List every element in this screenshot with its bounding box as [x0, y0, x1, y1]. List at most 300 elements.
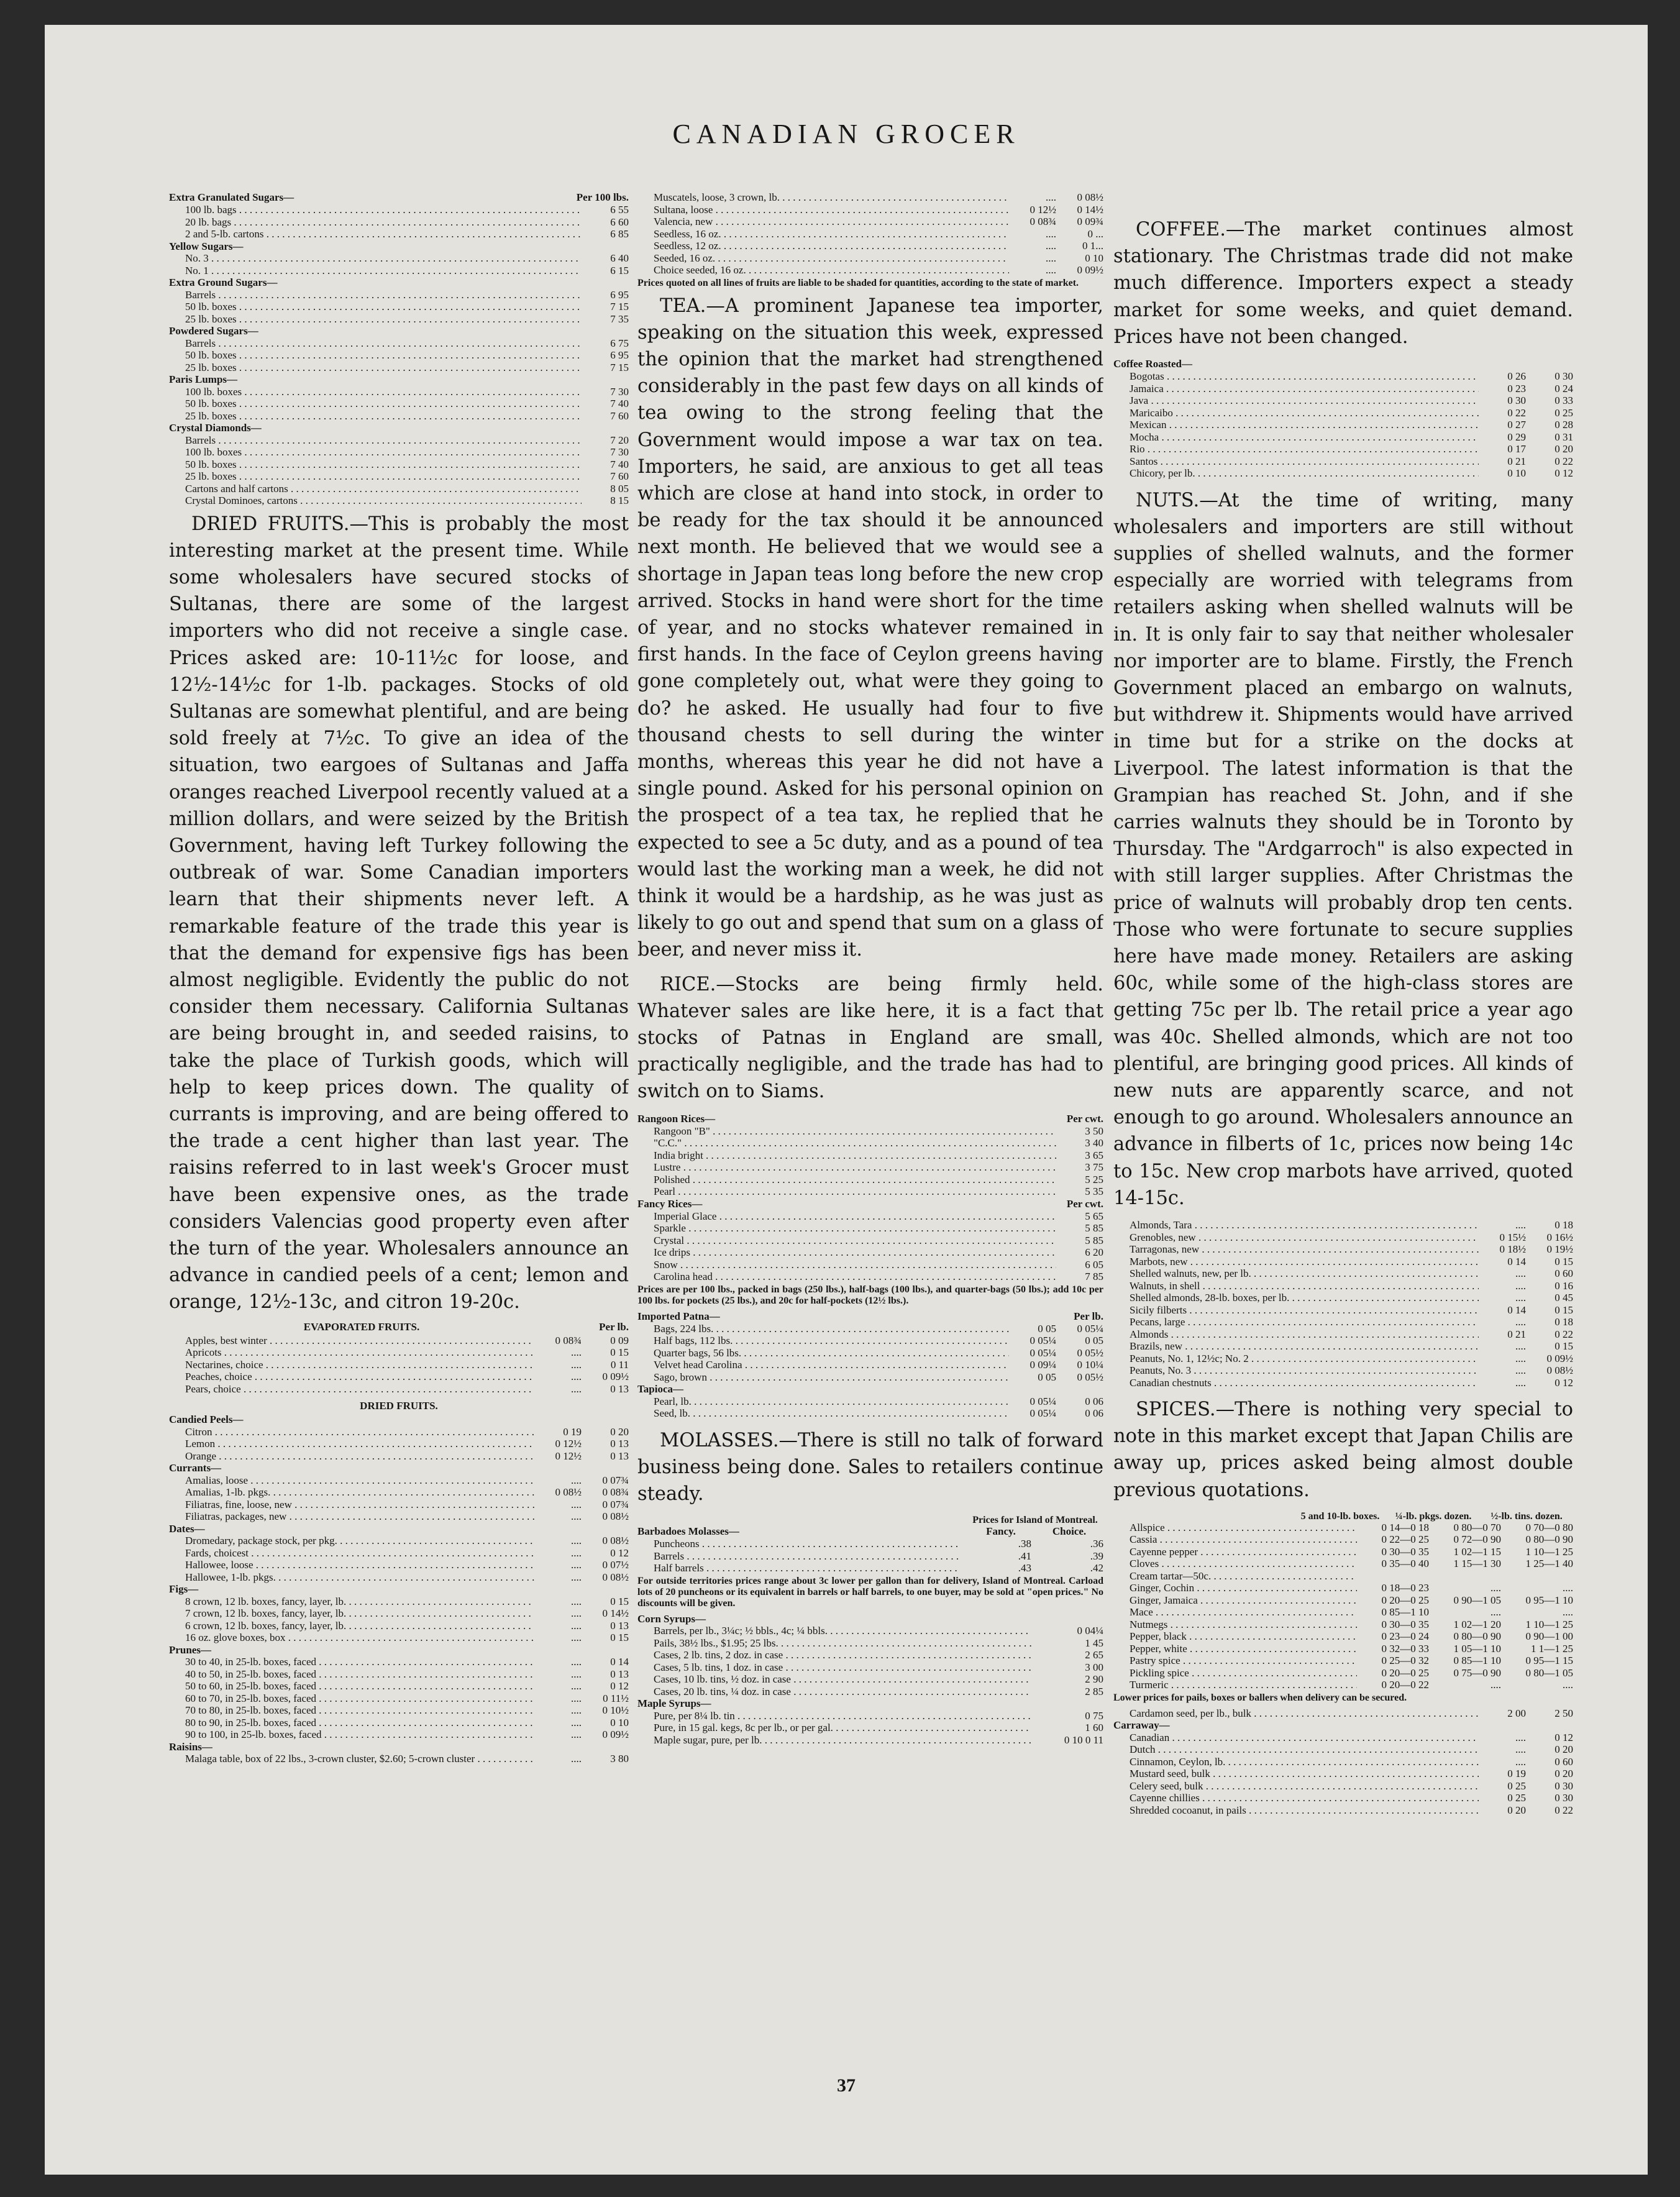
price-row-value: ....: [571, 1498, 582, 1510]
price-row-value: ....: [1046, 264, 1056, 276]
newspaper-page: [45, 25, 1648, 2175]
fancy-rice-unit: Per cwt.: [1066, 1197, 1103, 1210]
price-row-value: 2 00: [1507, 1707, 1526, 1719]
price-row: [169, 1523, 629, 1535]
price-row: [1113, 1533, 1573, 1546]
price-row-label: Bogotas . . .: [1113, 370, 1479, 383]
molasses-col-head: [637, 1515, 1103, 1525]
price-row-value: 0 12: [1554, 1731, 1573, 1743]
price-row-value: 8 05: [610, 482, 629, 495]
price-row-value: ....: [1515, 1279, 1526, 1292]
price-row: [169, 1741, 629, 1753]
molasses-header: [637, 1525, 1103, 1538]
price-row-value: 0 95—1 15: [1525, 1655, 1573, 1667]
price-row: [1113, 1364, 1573, 1377]
price-row-value: 0 95—1 10: [1525, 1594, 1573, 1606]
column-middle: [637, 191, 1103, 1746]
price-row: [637, 1371, 1103, 1384]
price-row-label: Dromedary, package stock, per pkg. . . .: [169, 1535, 534, 1547]
price-row: [169, 1753, 629, 1765]
sugars-header: [169, 191, 629, 204]
price-row-label: Cases, 5 lb. tins, 1 doz. in case . . .: [637, 1661, 1031, 1674]
price-row: [169, 495, 629, 507]
price-row-value: 0 05¼: [1029, 1346, 1056, 1359]
price-row-label: Crystal Diamonds—: [169, 422, 262, 434]
price-row-label: Nutmegs . . .: [1113, 1619, 1357, 1631]
price-row-value: ....: [571, 1607, 582, 1620]
price-row-label: 16 oz. glove boxes, box . . .: [169, 1632, 534, 1644]
price-row: [169, 1474, 629, 1487]
price-row-label: 50 lb. boxes . . .: [169, 349, 582, 362]
price-row: [637, 1395, 1103, 1408]
price-row-label: Maricaibo . . .: [1113, 407, 1479, 419]
price-row-value: 0 10: [1507, 467, 1526, 480]
price-row-value: 0 75: [1085, 1709, 1103, 1722]
price-row-value: 0 16½: [1546, 1231, 1573, 1243]
spices-h1: 5 and 10-lb. boxes.: [1300, 1510, 1380, 1522]
price-row-value: 6 95: [610, 288, 629, 301]
price-row-label: Cinnamon, Ceylon, lb. . . .: [1113, 1756, 1479, 1768]
price-row-value: ....: [1046, 191, 1056, 203]
evaporated-unit: Per lb.: [599, 1320, 629, 1333]
price-row-label: Cartons and half cartons . . .: [169, 483, 582, 495]
price-row: [169, 1620, 629, 1632]
price-row-value: ....: [1046, 252, 1056, 264]
price-row: [169, 1499, 629, 1511]
price-row-value: 1 25—1 40: [1525, 1558, 1573, 1570]
price-row-label: Figs—: [169, 1583, 199, 1596]
price-row-value: 7 30: [610, 385, 629, 398]
price-row-label: Grenobles, new . . .: [1113, 1231, 1479, 1244]
price-row-label: Marbots, new . . .: [1113, 1256, 1479, 1268]
price-row: [1113, 1768, 1573, 1780]
price-row-value: 3 75: [1085, 1161, 1103, 1174]
price-row-label: Pails, 38½ lbs., $1.95; 25 lbs. . . .: [637, 1637, 1031, 1650]
price-row: [1113, 1316, 1573, 1328]
sugars-unit: Per 100 lbs.: [576, 191, 629, 203]
price-row-label: Cases, 20 lb. tins, ¼ doz. in case . . .: [637, 1686, 1031, 1698]
price-row-value: 0 12½: [1029, 203, 1056, 216]
price-row: [1113, 1546, 1573, 1558]
price-row-value: 1 60: [1085, 1722, 1103, 1734]
price-row-label: Cases, 2 lb. tins, 2 doz. in case . . .: [637, 1649, 1031, 1661]
price-row-label: Malaga table, box of 22 lbs., 3-crown cluster, $2.60; 5-crown cluster . . .: [169, 1753, 534, 1765]
price-row-value: 0 32—0 33: [1381, 1642, 1429, 1655]
price-row-value: 0 90—1 00: [1525, 1630, 1573, 1643]
price-row: [169, 434, 629, 447]
price-row-value: 0 20—0 25: [1381, 1666, 1429, 1679]
price-row-label: Valencia, new . . .: [637, 216, 1009, 228]
price-row-value: 0 72—0 90: [1453, 1533, 1501, 1546]
price-row-value: 0 16: [1554, 1279, 1573, 1292]
price-row: [637, 1323, 1103, 1335]
price-row-value: 0 08½: [602, 1535, 629, 1547]
price-row-value: 0 07½: [602, 1559, 629, 1571]
price-row-value: 7 15: [610, 361, 629, 373]
price-row-value: 0 15: [1554, 1255, 1573, 1268]
price-row-value: ....: [571, 1559, 582, 1571]
price-row-label: Ginger, Jamaica . . .: [1113, 1594, 1357, 1607]
price-row: [637, 264, 1103, 276]
spices-h2: ¼-lb. pkgs. dozen.: [1395, 1510, 1472, 1522]
price-row: [637, 1649, 1103, 1661]
price-row-value: ....: [571, 1656, 582, 1668]
price-row-value: 0 18: [1554, 1316, 1573, 1328]
spices-h3: ½-lb. tins. dozen.: [1491, 1510, 1563, 1522]
price-row: [1113, 443, 1573, 455]
price-row-value: 7 85: [1085, 1271, 1103, 1283]
price-row-value: ....: [571, 1668, 582, 1680]
price-row-value: 0 07¾: [602, 1474, 629, 1486]
price-row-label: Pears, choice . . .: [169, 1383, 534, 1395]
price-row-value: 0 27: [1507, 419, 1526, 431]
price-row-label: Rangoon "B" . . .: [637, 1125, 1056, 1138]
price-row-value: 0 11: [610, 1358, 629, 1371]
price-row-label: Amalias, loose . . .: [169, 1474, 534, 1487]
price-row-label: Pearl . . .: [637, 1185, 1056, 1198]
price-row-label: Currants—: [169, 1462, 222, 1474]
price-row-label: Mustard seed, bulk . . .: [1113, 1768, 1479, 1780]
price-row: [169, 1571, 629, 1584]
price-row-label: Pure, in 15 gal. kegs, 8c per lb., or per gal. . . .: [637, 1722, 1031, 1734]
price-row-label: Paris Lumps—: [169, 373, 238, 385]
price-row-value: 0 15: [610, 1346, 629, 1359]
price-row-value: ....: [571, 1632, 582, 1644]
price-row-value: ....: [1515, 1364, 1526, 1376]
page-number: 37: [837, 2075, 856, 2096]
price-row-value: 0 30: [1554, 370, 1573, 383]
price-row-value: 0 19: [563, 1425, 582, 1438]
price-row-label: Barrels . . .: [169, 337, 582, 350]
price-row-value: 2 85: [1085, 1685, 1103, 1697]
price-row-value: 0 21: [1507, 455, 1526, 467]
price-row-value: 0 60: [1554, 1755, 1573, 1768]
price-row: [169, 422, 629, 434]
price-row-value: 7 15: [610, 301, 629, 313]
price-row: [1113, 1558, 1573, 1570]
price-row-value: 0 30—0 35: [1381, 1545, 1429, 1558]
price-row-value: 0 17: [1507, 443, 1526, 455]
sugars-title: Extra Granulated Sugars—: [169, 191, 294, 203]
price-row: [1113, 1804, 1573, 1817]
price-row: [637, 1710, 1103, 1722]
price-row-value: 3 00: [1085, 1661, 1103, 1673]
price-row-value: ....: [571, 1729, 582, 1741]
price-row: [1113, 455, 1573, 468]
price-row-label: Peanuts, No. 1, 12½c; No. 2 . . .: [1113, 1353, 1479, 1365]
price-row-label: 30 to 40, in 25-lb. boxes, faced . . .: [169, 1656, 534, 1668]
price-row-value: .39: [1090, 1550, 1103, 1562]
price-row-value: 0 10½: [602, 1704, 629, 1717]
price-row-value: 0 20—0 25: [1381, 1594, 1429, 1606]
price-row: [169, 1656, 629, 1668]
price-row-value: 0 25: [1507, 1792, 1526, 1804]
price-row-value: 2 65: [1085, 1649, 1103, 1661]
price-row: [637, 1335, 1103, 1347]
price-row-value: 0 13: [610, 1450, 629, 1462]
price-row-value: ....: [571, 1595, 582, 1607]
price-row-value: ....: [1491, 1606, 1501, 1619]
price-row-label: Ice drips . . .: [637, 1246, 1056, 1259]
price-row-label: Tarragonas, new . . .: [1113, 1243, 1479, 1256]
price-row-value: 0 05: [1038, 1322, 1056, 1335]
price-row-value: 0 80—0 90: [1525, 1533, 1573, 1546]
price-row-label: Pepper, black . . .: [1113, 1630, 1357, 1643]
price-row-label: Barrels, per lb., 3¼c; ½ bbls., 4c; ¼ bbls. . . .: [637, 1625, 1031, 1637]
price-row: [637, 1734, 1103, 1747]
price-row: [169, 240, 629, 253]
evaporated-title: EVAPORATED FRUITS.: [303, 1320, 420, 1333]
price-row-value: 7 40: [610, 398, 629, 409]
patna-unit: Per lb.: [1074, 1310, 1103, 1322]
price-row: [169, 373, 629, 386]
price-row-label: Tapioca—: [637, 1383, 684, 1395]
price-row-value: 0 80—0 90: [1453, 1630, 1501, 1643]
price-row-label: Puncheons . . .: [637, 1538, 959, 1550]
price-row: [637, 1210, 1103, 1223]
nuts-article: NUTS.—At the time of writing, many wholesalers and importers are still without supplies of shelled walnuts, and the former especially are worried with telegrams from retailers asking when shelled walnuts will be in. It is only fair to say that neither wholesaler nor importer are to blame. Firstly, the French Government placed an embargo on walnuts, but withdrew it. Shipments would have arrived in time but for a strike on the docks at Liverpool. The latest information is that the Grampian has reached St. John, and if she carries walnuts they should be in Toronto by Thursday. The "Ardgarroch" is also expected in with still larger supplies. After Christmas the price of walnuts will probably drop ten cents. Those who were fortunate to secure supplies here have made money. Retailers are asking 60c, while some of the high-class stores are getting 75c per lb. The retail price a year ago was 40c. Shelled almonds, which are not too plentiful, are bringing good prices. All kinds of new nuts are apparently scarce, and not enough to go around. Wholesalers announce an advance in filberts of 1c, prices now being 14c to 15c. New crop marbots have arrived, quoted 14-15c.: [1113, 489, 1573, 1209]
dried-fruits-article: DRIED FRUITS.—This is probably the most interesting market at the present time. While some wholesalers have secured stocks of Sultanas, there are some of the largest importers who did not receive a single case. Prices asked are: 10-11½c for loose, and 12½-14½c for 1-lb. packages. Stocks of old Sultanas are somewhat plentiful, and are being sold freely at 7½c. To give an idea of the situation, two eargoes of Sultanas and Jaffa oranges reached Liverpool recently valued at a million dollars, and were seized by the British Government, having left Turkey following the outbreak of war. Some Canadian importers learn that their shipments never left. A remarkable feature of the trade this year is that the demand for expensive figs has been almost negligible. Evidently the public do not consider them necessary. California Sultanas are being brought in, and seeded raisins, to take the place of Turkish goods, which will help to keep prices down. The quality of currants is improving, and are being offered to the trade a cent higher than last year. The raisins referred to in last week's Grocer must have been expensive ones, as the trade considers Valencias good property even after the turn of the year. Wholesalers announce an advance in candied peels of a cent; lemon and orange, 12½-13c, and citron 19-20c.: [169, 513, 629, 1313]
price-row-value: 0 10: [1085, 252, 1103, 264]
price-row-label: Carolina head . . .: [637, 1271, 1056, 1283]
coffee-header: [1113, 358, 1573, 370]
price-row: [1113, 1679, 1573, 1691]
price-row-value: 0 18: [1554, 1219, 1573, 1231]
price-row-label: Candied Peels—: [169, 1414, 244, 1426]
price-row-value: 0 11½: [603, 1692, 629, 1704]
price-row-value: 0 80—0 70: [1453, 1521, 1501, 1533]
price-row-value: 1 45: [1085, 1637, 1103, 1649]
price-row-value: ....: [571, 1680, 582, 1692]
price-row-value: 0 20: [1554, 1768, 1573, 1780]
price-row: [1113, 407, 1573, 419]
price-row-value: ....: [571, 1571, 582, 1583]
price-row-label: Seed, lb. . . .: [637, 1407, 1009, 1420]
molasses-h2: Choice.: [1052, 1525, 1087, 1538]
price-row-label: Half bags, 112 lbs. . . .: [637, 1335, 1009, 1347]
price-row-value: 0 29: [1507, 431, 1526, 443]
price-row-label: 7 crown, 12 lb. boxes, fancy, layer, lb. . . .: [169, 1607, 534, 1620]
price-row-value: ....: [1563, 1582, 1573, 1594]
price-row: [637, 1407, 1103, 1420]
price-row-value: 0 25: [1554, 406, 1573, 419]
price-row-value: 6 60: [610, 216, 629, 228]
price-row: [169, 337, 629, 350]
price-row: [637, 1673, 1103, 1686]
price-row-value: ....: [571, 1692, 582, 1704]
price-row-value: 0 10 0 11: [1064, 1733, 1103, 1746]
price-row-value: 0 20: [610, 1425, 629, 1438]
price-row-value: 0 19: [1507, 1768, 1526, 1780]
molasses-title: Barbadoes Molasses—: [637, 1525, 739, 1538]
price-row-value: 0 24: [1554, 382, 1573, 395]
price-row-value: 0 15: [1554, 1340, 1573, 1352]
price-row-value: 3 65: [1085, 1149, 1103, 1161]
price-row-value: 0 14: [1507, 1255, 1526, 1268]
price-row-label: Dutch . . .: [1113, 1743, 1479, 1756]
price-row-value: 2 50: [1554, 1707, 1573, 1719]
coffee-article: COFFEE.—The market continues almost stationary. The Christmas trade did not make much difference. Importers expect a steady market for some weeks, and quiet demand. Prices have not been changed.: [1113, 219, 1573, 348]
price-row: [169, 1359, 629, 1371]
price-row: [169, 1547, 629, 1560]
price-row-value: 0 14½: [1077, 203, 1103, 216]
price-row-value: 1 02—1 15: [1453, 1545, 1501, 1558]
price-row-label: Pastry spice . . .: [1113, 1655, 1357, 1667]
price-row: [169, 1383, 629, 1395]
price-row-label: Crystal . . .: [637, 1235, 1056, 1247]
price-row-label: 50 lb. boxes . . .: [169, 398, 582, 410]
price-row: [169, 1644, 629, 1656]
price-row-value: 6 75: [610, 337, 629, 349]
price-row-label: Canadian chestnuts . . .: [1113, 1377, 1479, 1389]
price-row: [1113, 395, 1573, 407]
price-row: [169, 325, 629, 337]
price-row-value: 0 09¾: [1077, 216, 1103, 227]
price-row: [637, 1661, 1103, 1674]
price-row-value: 0 35—0 40: [1381, 1558, 1429, 1570]
price-row-label: Celery seed, bulk . . .: [1113, 1780, 1479, 1793]
sugars-table: [169, 204, 629, 507]
price-row: [169, 276, 629, 289]
price-row-label: Almonds . . .: [1113, 1328, 1479, 1341]
price-row-label: "C.C." . . .: [637, 1137, 1056, 1149]
price-row-value: 0 09½: [602, 1729, 629, 1741]
price-row-label: Cloves . . .: [1113, 1558, 1357, 1570]
price-row-label: Powdered Sugars—: [169, 325, 258, 337]
column-right: [1113, 191, 1573, 1816]
price-row: [169, 1371, 629, 1383]
price-row-label: 6 crown, 12 lb. boxes, fancy, layer, lb. . . .: [169, 1620, 534, 1632]
price-row-label: Seedless, 16 oz. . . .: [637, 228, 1009, 240]
price-row-label: Hallowee, loose . . .: [169, 1559, 534, 1571]
price-row-label: 25 lb. boxes . . .: [169, 410, 582, 422]
price-row-value: ....: [1563, 1606, 1573, 1619]
price-row-value: 0 ...: [1087, 227, 1103, 240]
spices-article: SPICES.—There is nothing very special to note in this market except that Japan Chilis are away up, prices asked being almost double previous quotations.: [1113, 1399, 1573, 1501]
price-row-label: Orange . . .: [169, 1450, 534, 1463]
price-row: [1113, 1707, 1573, 1720]
masthead-title: CANADIAN GROCER: [672, 119, 1020, 149]
dried-fruits-table-header: [169, 1400, 629, 1412]
price-row: [637, 1125, 1103, 1138]
price-row: [637, 228, 1103, 240]
price-row-value: ....: [1515, 1340, 1526, 1352]
price-row-label: Barrels . . .: [637, 1550, 959, 1563]
price-row-label: Cayenne pepper . . .: [1113, 1546, 1357, 1558]
price-row: [169, 1462, 629, 1474]
evaporated-table: [169, 1335, 629, 1395]
price-row: [1113, 370, 1573, 383]
price-row-value: ....: [571, 1535, 582, 1547]
price-row-label: No. 1 . . .: [169, 265, 582, 277]
price-row: [1113, 1243, 1573, 1256]
spices-table: [1113, 1522, 1573, 1691]
price-row-value: 0 09½: [1077, 264, 1103, 276]
evaporated-header: [169, 1321, 629, 1333]
price-row: [1113, 1655, 1573, 1667]
price-row-value: 0 08¾: [602, 1486, 629, 1499]
raisins-note: Prices quoted on all lines of fruits are liable to be shaded for quantities, according to the state of market.: [637, 277, 1079, 288]
price-row-value: 0 14: [610, 1656, 629, 1668]
price-row-label: 50 lb. boxes . . .: [169, 301, 582, 313]
price-row-value: 0 09¼: [1029, 1359, 1056, 1371]
price-row-label: Maple Syrups—: [637, 1697, 711, 1710]
price-row: [1113, 1780, 1573, 1793]
price-row-value: 0 1...: [1082, 240, 1103, 252]
price-row-value: 0 05¼: [1029, 1335, 1056, 1347]
price-row-label: Corn Syrups—: [637, 1612, 706, 1625]
price-row-label: Peanuts, No. 3 . . .: [1113, 1364, 1479, 1377]
price-row-label: Yellow Sugars—: [169, 240, 244, 252]
price-row-value: 0 20—0 22: [1381, 1679, 1429, 1691]
price-row-label: Dates—: [169, 1522, 205, 1535]
price-row-value: ....: [1491, 1582, 1501, 1594]
price-row: [1113, 1292, 1573, 1304]
price-row-label: Peaches, choice . . .: [169, 1371, 534, 1383]
price-row-label: Santos . . .: [1113, 455, 1479, 468]
price-row: [169, 1704, 629, 1717]
price-row: [169, 1426, 629, 1438]
price-row-label: Cases, 10 lb. tins, ½ doz. in case . . .: [637, 1673, 1031, 1686]
price-row: [1113, 1377, 1573, 1389]
price-row: [637, 204, 1103, 216]
fancy-rice-header: [637, 1198, 1103, 1210]
price-row-label: India bright . . .: [637, 1149, 1056, 1162]
price-row: [169, 1692, 629, 1705]
price-row-value: ....: [1515, 1352, 1526, 1364]
price-row-value: 1 10—1 25: [1525, 1545, 1573, 1558]
price-row: [637, 1137, 1103, 1149]
price-row: [169, 1729, 629, 1741]
price-row-value: 0 09½: [602, 1371, 629, 1383]
price-row: [169, 1632, 629, 1644]
price-row-value: 7 40: [610, 458, 629, 470]
price-row-value: 0 09: [610, 1334, 629, 1346]
price-row: [1113, 1667, 1573, 1679]
price-row-value: ....: [571, 1619, 582, 1632]
price-row: [1113, 1619, 1573, 1631]
price-row-value: 0 30: [1554, 1792, 1573, 1804]
price-row: [637, 1383, 1103, 1395]
price-row-value: 0 19½: [1546, 1243, 1573, 1255]
price-row-label: Shelled walnuts, new, per lb. . . .: [1113, 1268, 1479, 1280]
price-row: [1113, 1231, 1573, 1244]
price-row-value: ....: [1515, 1316, 1526, 1328]
price-row-value: 0 06: [1085, 1395, 1103, 1407]
price-row-label: Chicory, per lb. . . .: [1113, 467, 1479, 480]
price-row-value: 7 35: [610, 313, 629, 325]
spices-note: Lower prices for pails, boxes or ballers when delivery can be secured.: [1113, 1692, 1407, 1703]
price-row: [637, 1538, 1103, 1550]
price-row: [637, 1625, 1103, 1637]
price-row-value: 6 20: [1085, 1246, 1103, 1259]
price-row-label: Filiatras, fine, loose, new . . .: [169, 1499, 534, 1511]
price-row-value: 0 23—0 24: [1381, 1630, 1429, 1643]
price-row-label: Cassia . . .: [1113, 1533, 1357, 1546]
price-row: [637, 1359, 1103, 1371]
price-row: [169, 1346, 629, 1359]
price-row-label: Pure, per 8¼ lb. tin . . .: [637, 1710, 1031, 1722]
price-row: [637, 1235, 1103, 1247]
molasses-article: MOLASSES.—There is still no talk of forward business being done. Sales to retailers continue steady.: [637, 1429, 1103, 1505]
price-row-value: ....: [571, 1346, 582, 1359]
price-row-value: 0 15: [610, 1595, 629, 1607]
price-row-label: Cardamon seed, per lb., bulk . . .: [1113, 1707, 1479, 1720]
price-row: [169, 1535, 629, 1547]
price-row: [169, 265, 629, 277]
price-row-label: Seedless, 12 oz. . . .: [637, 240, 1009, 252]
price-row-value: 0 12½: [555, 1450, 582, 1462]
